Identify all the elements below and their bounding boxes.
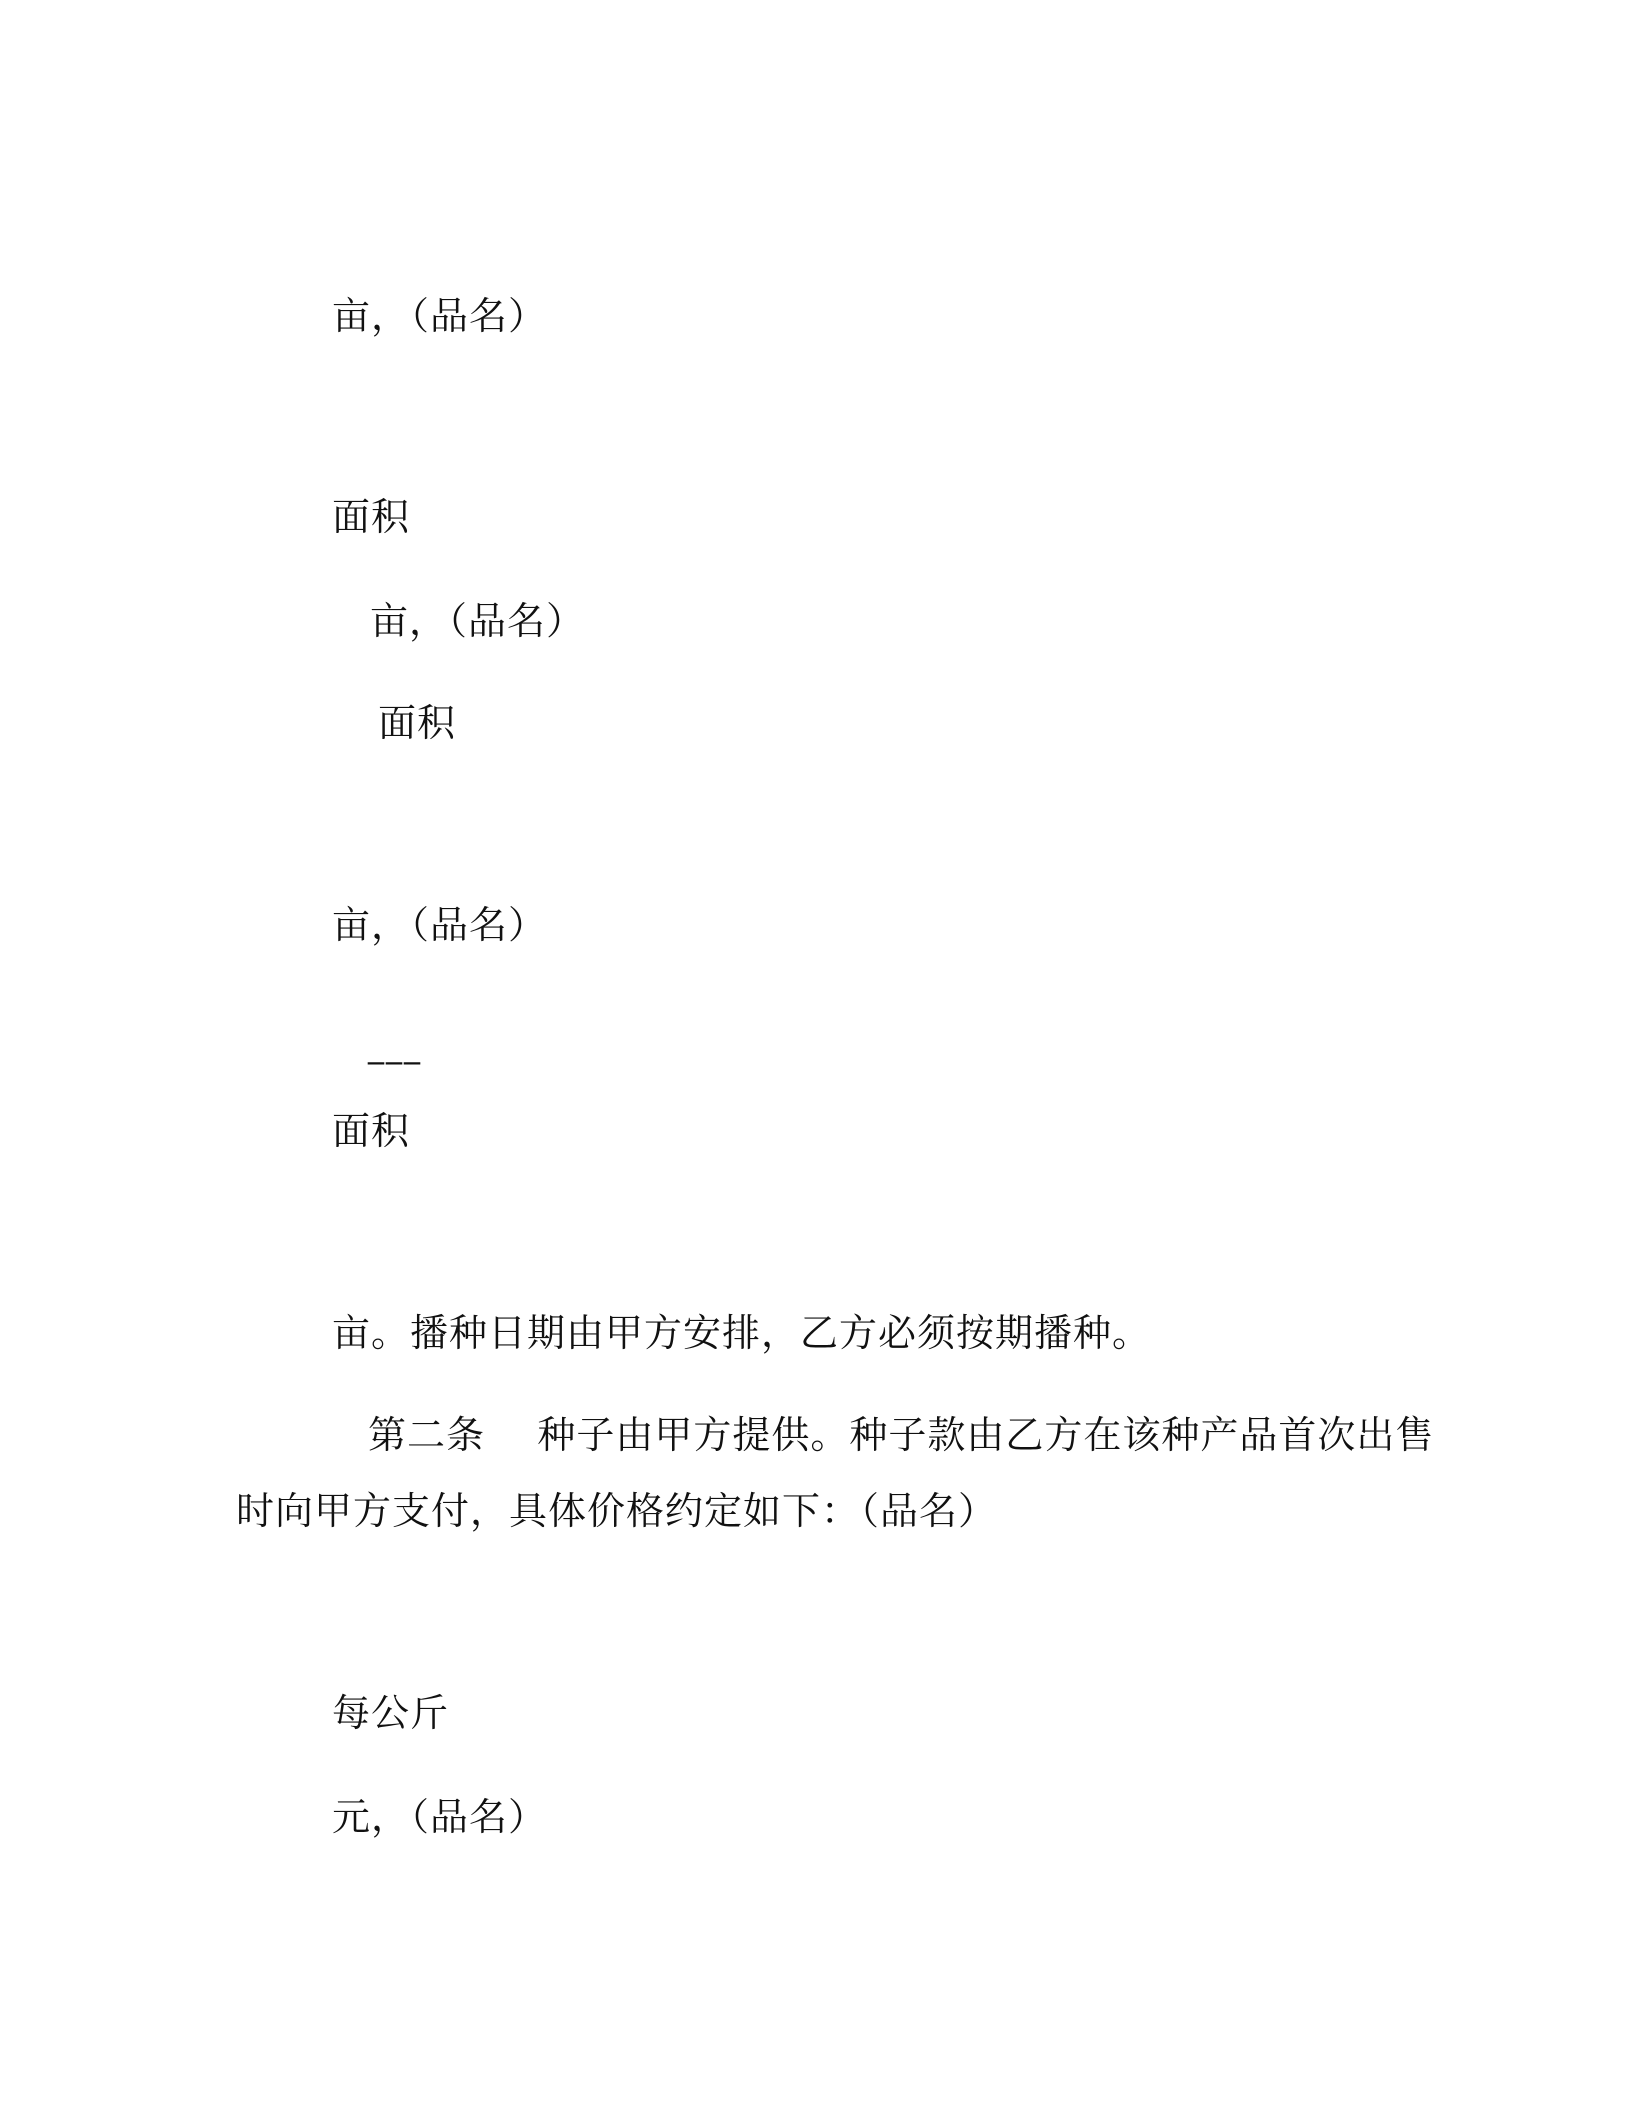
text-line-yuan: 元，（品名） — [332, 1795, 548, 1839]
text-line-area-2: 面积 — [378, 701, 457, 745]
text-line-per-kg: 每公斤 — [332, 1691, 450, 1735]
text-line-area-3: 面积 — [332, 1109, 411, 1153]
blank-underline: ___ — [368, 1027, 422, 1065]
text-line-mu-3: 亩，（品名） — [332, 903, 548, 947]
article-two-heading-line: 第二条 种子由甲方提供。种子款由乙方在该种产品首次出售 — [368, 1413, 1435, 1457]
text-line-sowing-date: 亩。播种日期由甲方安排，乙方必须按期播种。 — [332, 1311, 1152, 1355]
text-line-mu-2: 亩，（品名） — [370, 599, 586, 643]
article-two-continuation-line: 时向甲方支付，具体价格约定如下：（品名） — [236, 1489, 998, 1533]
text-line-mu-1: 亩，（品名） — [332, 294, 548, 338]
text-line-area-1: 面积 — [332, 495, 411, 539]
